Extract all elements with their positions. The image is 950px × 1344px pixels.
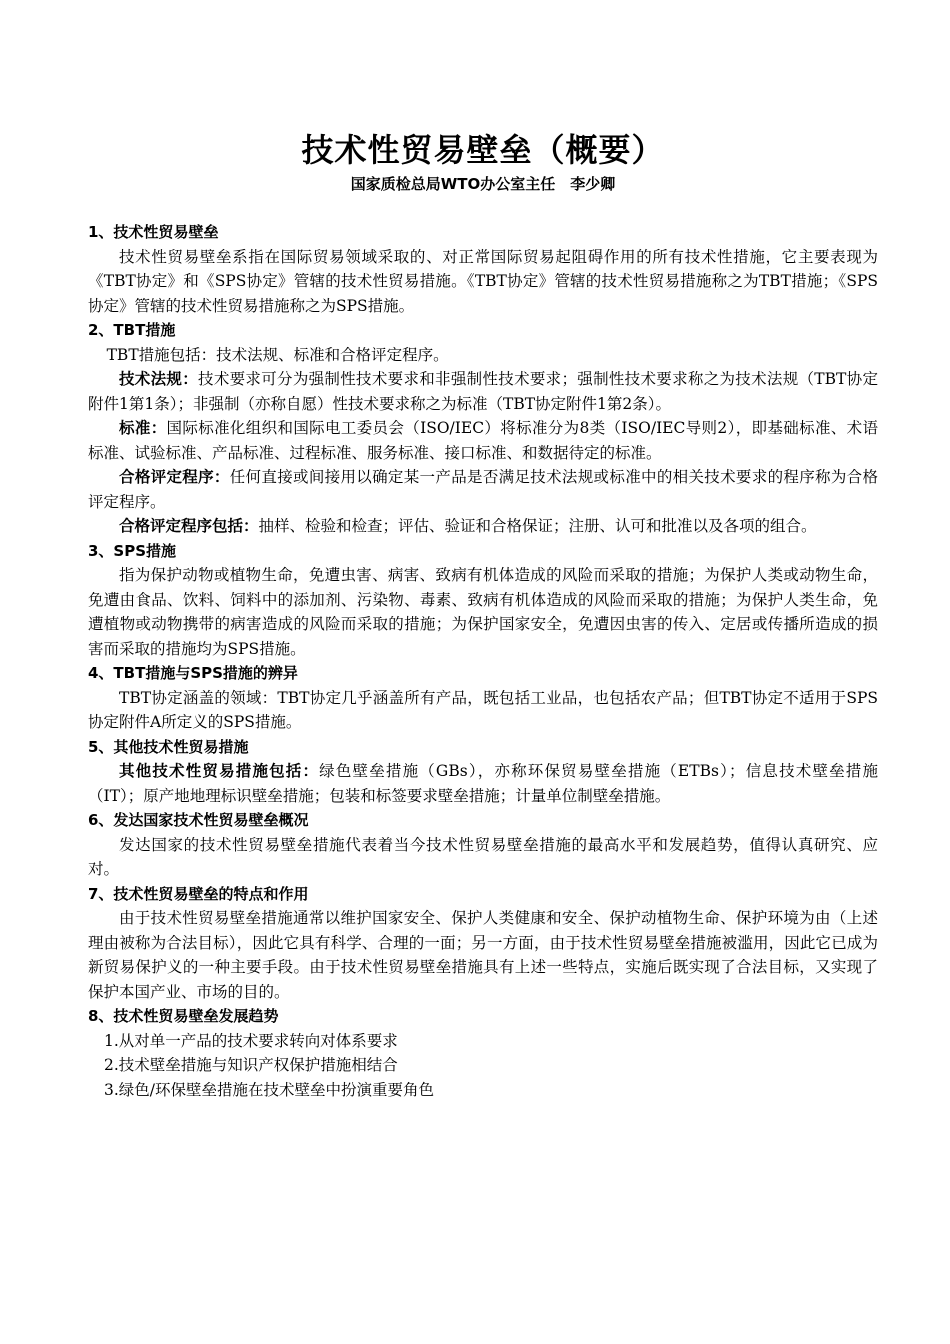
document-subtitle: 国家质检总局WTO办公室主任 李少卿 [350,175,616,193]
section-2-item-technical-regulation [88,367,878,416]
section-2-heading: 2、TBT措施 [88,321,176,339]
item-label: 合格评定程序包括： [119,517,259,535]
item-text: 技术要求可分为强制性技术要求和非强制性技术要求；强制性技术要求称之为技术法规（TBT协定附件1第1条）；非强制（亦称自愿）性技术要求称之为标准（TBT协定附件1第2条）。 [88,370,878,413]
item-label: 合格评定程序： [119,468,230,486]
section-4-heading: 4、TBT措施与SPS措施的辨异 [88,664,298,682]
item-label: 其他技术性贸易措施包括： [119,762,320,780]
section-8-heading: 8、技术性贸易壁垒发展趋势 [88,1007,279,1025]
item-text: 抽样、检验和检查；评估、验证和合格保证；注册、认可和批准以及各项的组合。 [258,517,817,535]
section-5-heading: 5、其他技术性贸易措施 [88,737,249,756]
item-text: 任何直接或间接用以确定某一产品是否满足技术法规或标准中的相关技术要求的程序称为合格评定程序。 [88,468,878,511]
document-title: 技术性贸易壁垒（概要） [301,131,665,169]
section-5-item-other-measures [88,759,878,808]
section-2-item-standard [88,416,878,465]
item-text: 国际标准化组织和国际电工委员会（ISO/IEC）将标准分为8类（ISO/IEC导则2），即基础标准、术语标准、试验标准、产品标准、过程标准、服务标准、接口标准、和数据待定的标准。 [88,419,878,462]
section-3-paragraph: 指为保护动物或植物生命，免遭虫害、病害、致病有机体造成的风险而采取的措施；为保护人类或动物生命，免遭由食品、饮料、饲料中的添加剂、污染物、毒素、致病有机体造成的风险而采取的措施；为保护人类生命，免遭植物或动物携带的病害造成的风险而采取的措施；为保护国家安全，免遭因虫害的传入、定居或传播所造成的损害而采取的措施均为SPS措施。 [88,566,878,658]
section-6-paragraph: 发达国家的技术性贸易壁垒措施代表着当今技术性贸易壁垒措施的最高水平和发展趋势，值得认真研究、应对。 [88,835,878,878]
item-text: 绿色壁垒措施（GBs），亦称环保贸易壁垒措施（ETBs）；信息技术壁垒措施（IT）；原产地地理标识壁垒措施；包装和标签要求壁垒措施；计量单位制壁垒措施。 [88,762,878,805]
list-item: 3.绿色/环保壁垒措施在技术壁垒中扮演重要角色 [104,1080,435,1099]
section-1-heading: 1、技术性贸易壁垒 [88,223,219,241]
list-item: 1.从对单一产品的技术要求转向对体系要求 [104,1031,398,1050]
list-item: 2.技术壁垒措施与知识产权保护措施相结合 [104,1056,398,1074]
section-4-paragraph: TBT协定涵盖的领域：TBT协定几乎涵盖所有产品，既包括工业品，也包括农产品；但TBT协定不适用于SPS协定附件A所定义的SPS措施。 [88,688,878,731]
item-label: 标准： [119,419,167,437]
section-6-heading: 6、发达国家技术性贸易壁垒概况 [88,811,309,829]
section-7-heading: 7、技术性贸易壁垒的特点和作用 [88,884,309,903]
section-3-heading: 3、SPS措施 [88,541,177,560]
section-2-intro: TBT措施包括：技术法规、标准和合格评定程序。 [106,345,449,364]
section-2-item-conformity-assessment [88,465,878,514]
section-1-paragraph: 技术性贸易壁垒系指在国际贸易领域采取的、对正常国际贸易起阻碍作用的所有技术性措施，它主要表现为《TBT协定》和《SPS协定》管辖的技术性贸易措施。《TBT协定》管辖的技术性贸易措施称之为TBT措施；《SPS协定》管辖的技术性贸易措施称之为SPS措施。 [88,247,878,315]
section-2-item-conformity-includes [88,514,878,539]
section-7-paragraph: 由于技术性贸易壁垒措施通常以维护国家安全、保护人类健康和安全、保护动植物生命、保护环境为由（上述理由被称为合法目标），因此它具有科学、合理的一面；另一方面，由于技术性贸易壁垒措施被滥用，因此它已成为新贸易保护义的一种主要手段。由于技术性贸易壁垒措施具有上述一些特点，实施后既实现了合法目标，又实现了保护本国产业、市场的目的。 [88,909,878,1001]
item-label: 技术法规： [119,370,199,388]
document-page [88,128,878,1102]
